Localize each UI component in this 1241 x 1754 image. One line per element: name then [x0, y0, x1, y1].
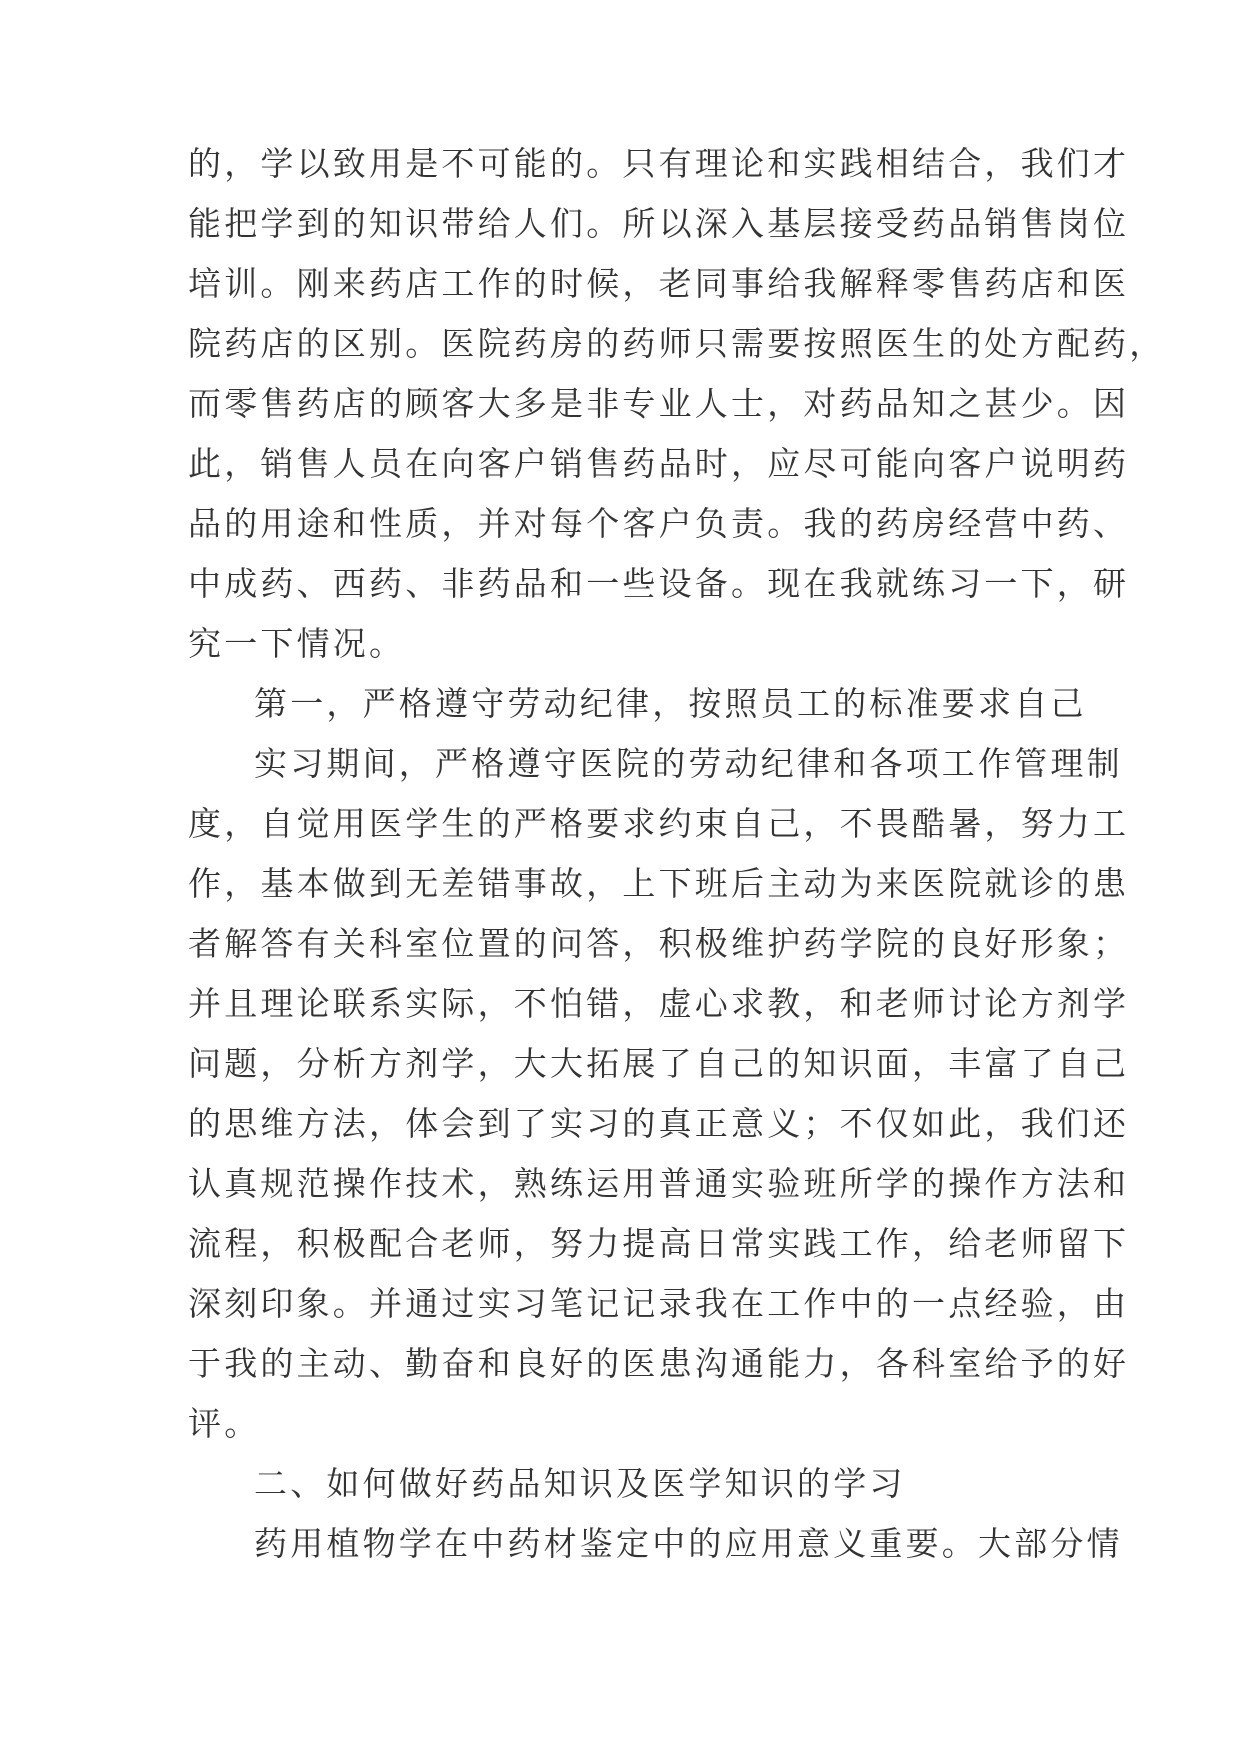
body-text-line: 究一下情况。 — [188, 624, 406, 663]
paragraph-first-line: 实习期间，严格遵守医院的劳动纪律和各项工作管理制 — [254, 744, 1123, 783]
section-heading: 二、如何做好药品知识及医学知识的学习 — [254, 1464, 906, 1503]
body-text-line: 而零售药店的顾客大多是非专业人士，对药品知之甚少。因 — [188, 384, 1130, 423]
body-text-line: 的，学以致用是不可能的。只有理论和实践相结合，我们才 — [188, 144, 1130, 183]
body-text-line: 此，销售人员在向客户销售药品时，应尽可能向客户说明药 — [188, 444, 1130, 483]
body-text-line: 者解答有关科室位置的问答，积极维护药学院的良好形象； — [188, 924, 1130, 963]
body-text-line: 中成药、西药、非药品和一些设备。现在我就练习一下，研 — [188, 564, 1130, 603]
body-text-line: 于我的主动、勤奋和良好的医患沟通能力，各科室给予的好 — [188, 1344, 1130, 1383]
body-text-line: 评。 — [188, 1404, 261, 1443]
body-text-line: 的思维方法，体会到了实习的真正意义；不仅如此，我们还 — [188, 1104, 1130, 1143]
section-heading: 第一，严格遵守劳动纪律，按照员工的标准要求自己 — [254, 684, 1087, 723]
body-text-line: 深刻印象。并通过实习笔记记录我在工作中的一点经验，由 — [188, 1284, 1130, 1323]
body-text-line: 品的用途和性质，并对每个客户负责。我的药房经营中药、 — [188, 504, 1130, 543]
paragraph-first-line: 药用植物学在中药材鉴定中的应用意义重要。大部分情 — [254, 1524, 1123, 1563]
body-text-line: 度，自觉用医学生的严格要求约束自己，不畏酷暑，努力工 — [188, 804, 1130, 843]
body-text-line: 培训。刚来药店工作的时候，老同事给我解释零售药店和医 — [188, 264, 1130, 303]
document-body — [188, 134, 1166, 1574]
body-text-line: 认真规范操作技术，熟练运用普通实验班所学的操作方法和 — [188, 1164, 1130, 1203]
body-text-line: 能把学到的知识带给人们。所以深入基层接受药品销售岗位 — [188, 204, 1130, 243]
body-text-line: 院药店的区别。医院药房的药师只需要按照医生的处方配药， — [188, 324, 1166, 363]
body-text-line: 并且理论联系实际，不怕错，虚心求教，和老师讨论方剂学 — [188, 984, 1130, 1023]
body-text-line: 问题，分析方剂学，大大拓展了自己的知识面，丰富了自己 — [188, 1044, 1130, 1083]
body-text-line: 流程，积极配合老师，努力提高日常实践工作，给老师留下 — [188, 1224, 1130, 1263]
body-text-line: 作，基本做到无差错事故，上下班后主动为来医院就诊的患 — [188, 864, 1130, 903]
